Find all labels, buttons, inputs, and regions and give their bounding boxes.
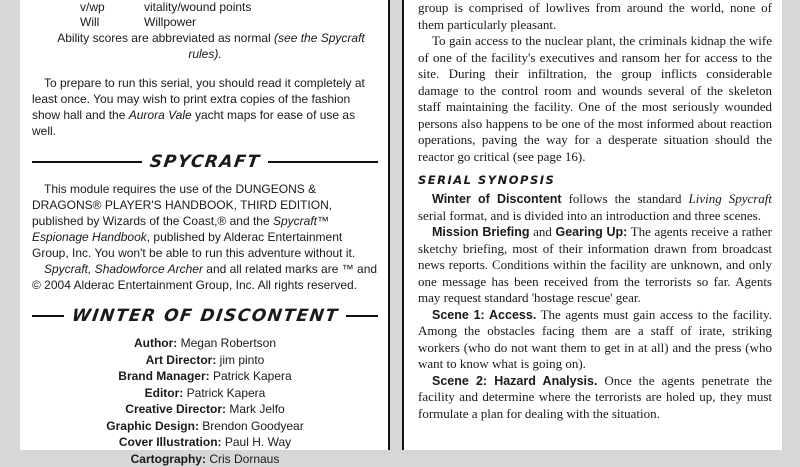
serial-synopsis-heading: SERIAL SYNOPSIS (418, 173, 772, 187)
credit-row: Creative Director: Mark Jelfo (32, 401, 378, 418)
left-column (20, 0, 390, 450)
credit-row: Art Director: jim pinto (32, 352, 378, 369)
heading-rule-right (268, 161, 378, 163)
credit-row: Graphic Design: Brendon Goodyear (32, 418, 378, 435)
abbreviation-value: Willpower (144, 15, 378, 30)
title-heading-text: WINTER OF DISCONTENT (62, 306, 347, 326)
abbreviation-row (32, 15, 378, 30)
heading-rule-right (346, 315, 378, 317)
abbreviation-value: vitality/wound points (144, 0, 378, 15)
right-column (402, 0, 782, 450)
abbreviation-list (32, 0, 378, 30)
trademark-paragraph: Spycraft, Shadowforce Archer and all related marks are ™ and © 2004 Alderac Entertainment Group, Inc. All rights reserved. (32, 261, 378, 293)
scene-2-paragraph: Scene 2: Hazard Analysis. Once the agents penetrate the facility and determine where the terrorists are holed up, they must formulate a plan for dealing with the situation. (418, 373, 772, 423)
credit-row: Editor: Patrick Kapera (32, 385, 378, 402)
credit-row: Author: Megan Robertson (32, 335, 378, 352)
credit-row: Cartography: Cris Dornaus (32, 451, 378, 467)
abbreviation-row (32, 0, 378, 15)
heading-rule-left (32, 315, 64, 317)
credit-row: Cover Illustration: Paul H. Way (32, 434, 378, 451)
ability-score-note: Ability scores are abbreviated as normal (see the Spycraft rules). (32, 30, 378, 62)
synopsis-intro: Winter of Discontent follows the standard Living Spycraft serial format, and is divided into an introduction and three scenes. (418, 191, 772, 224)
access-paragraph: To gain access to the nuclear plant, the criminals kidnap the wife of one of the facility's executives and ransom her for access to the site. During their infiltration, the group inflicts considerable damage to the control room and wounds several of the skeleton staff maintaining the facility. One of the most seriously wounded persons also happens to be one of the most informed about reaction operations, paving the way for a desperate situation should the reactor go critical (see page 16). (418, 33, 772, 165)
spycraft-heading (32, 151, 378, 173)
heading-rule-left (32, 161, 142, 163)
title-heading (32, 305, 378, 327)
preparation-paragraph: To prepare to run this serial, you should read it completely at least once. You may wish to print extra copies of the fashion show hall and the Aurora Vale yacht maps for ease of use as well. (32, 75, 378, 139)
scene-1-paragraph: Scene 1: Access. The agents must gain access to the facility. Among the obstacles facing them are a staff of irate, striking workers (who do not want them to get in at all) and the press (who want to know what is going on). (418, 307, 772, 373)
mission-briefing-paragraph: Mission Briefing and Gearing Up: The agents receive a rather sketchy briefing, most of their information drawn from broadcast news reports. Conditions within the facility are unknown, and only one message has been received from the terrorists so far. Agents may request standard 'hostage rescue' gear. (418, 224, 772, 307)
intro-continuation: group is comprised of lowlives from around the world, none of them particularly pleasant. (418, 0, 772, 33)
credit-row: Brand Manager: Patrick Kapera (32, 368, 378, 385)
credits-list (32, 335, 378, 467)
requirements-paragraph: This module requires the use of the DUNGEONS & DRAGONS® PLAYER'S HANDBOOK, THIRD EDITION, published by Wizards of the Coast,® and the Spycraft™ Espionage Handbook, published by Alderac Entertainment Group, Inc. You won't be able to run this adventure without it. (32, 181, 378, 261)
abbreviation-key: Will (32, 15, 144, 30)
spycraft-heading-text: SPYCRAFT (140, 152, 269, 172)
abbreviation-key: v/wp (32, 0, 144, 15)
